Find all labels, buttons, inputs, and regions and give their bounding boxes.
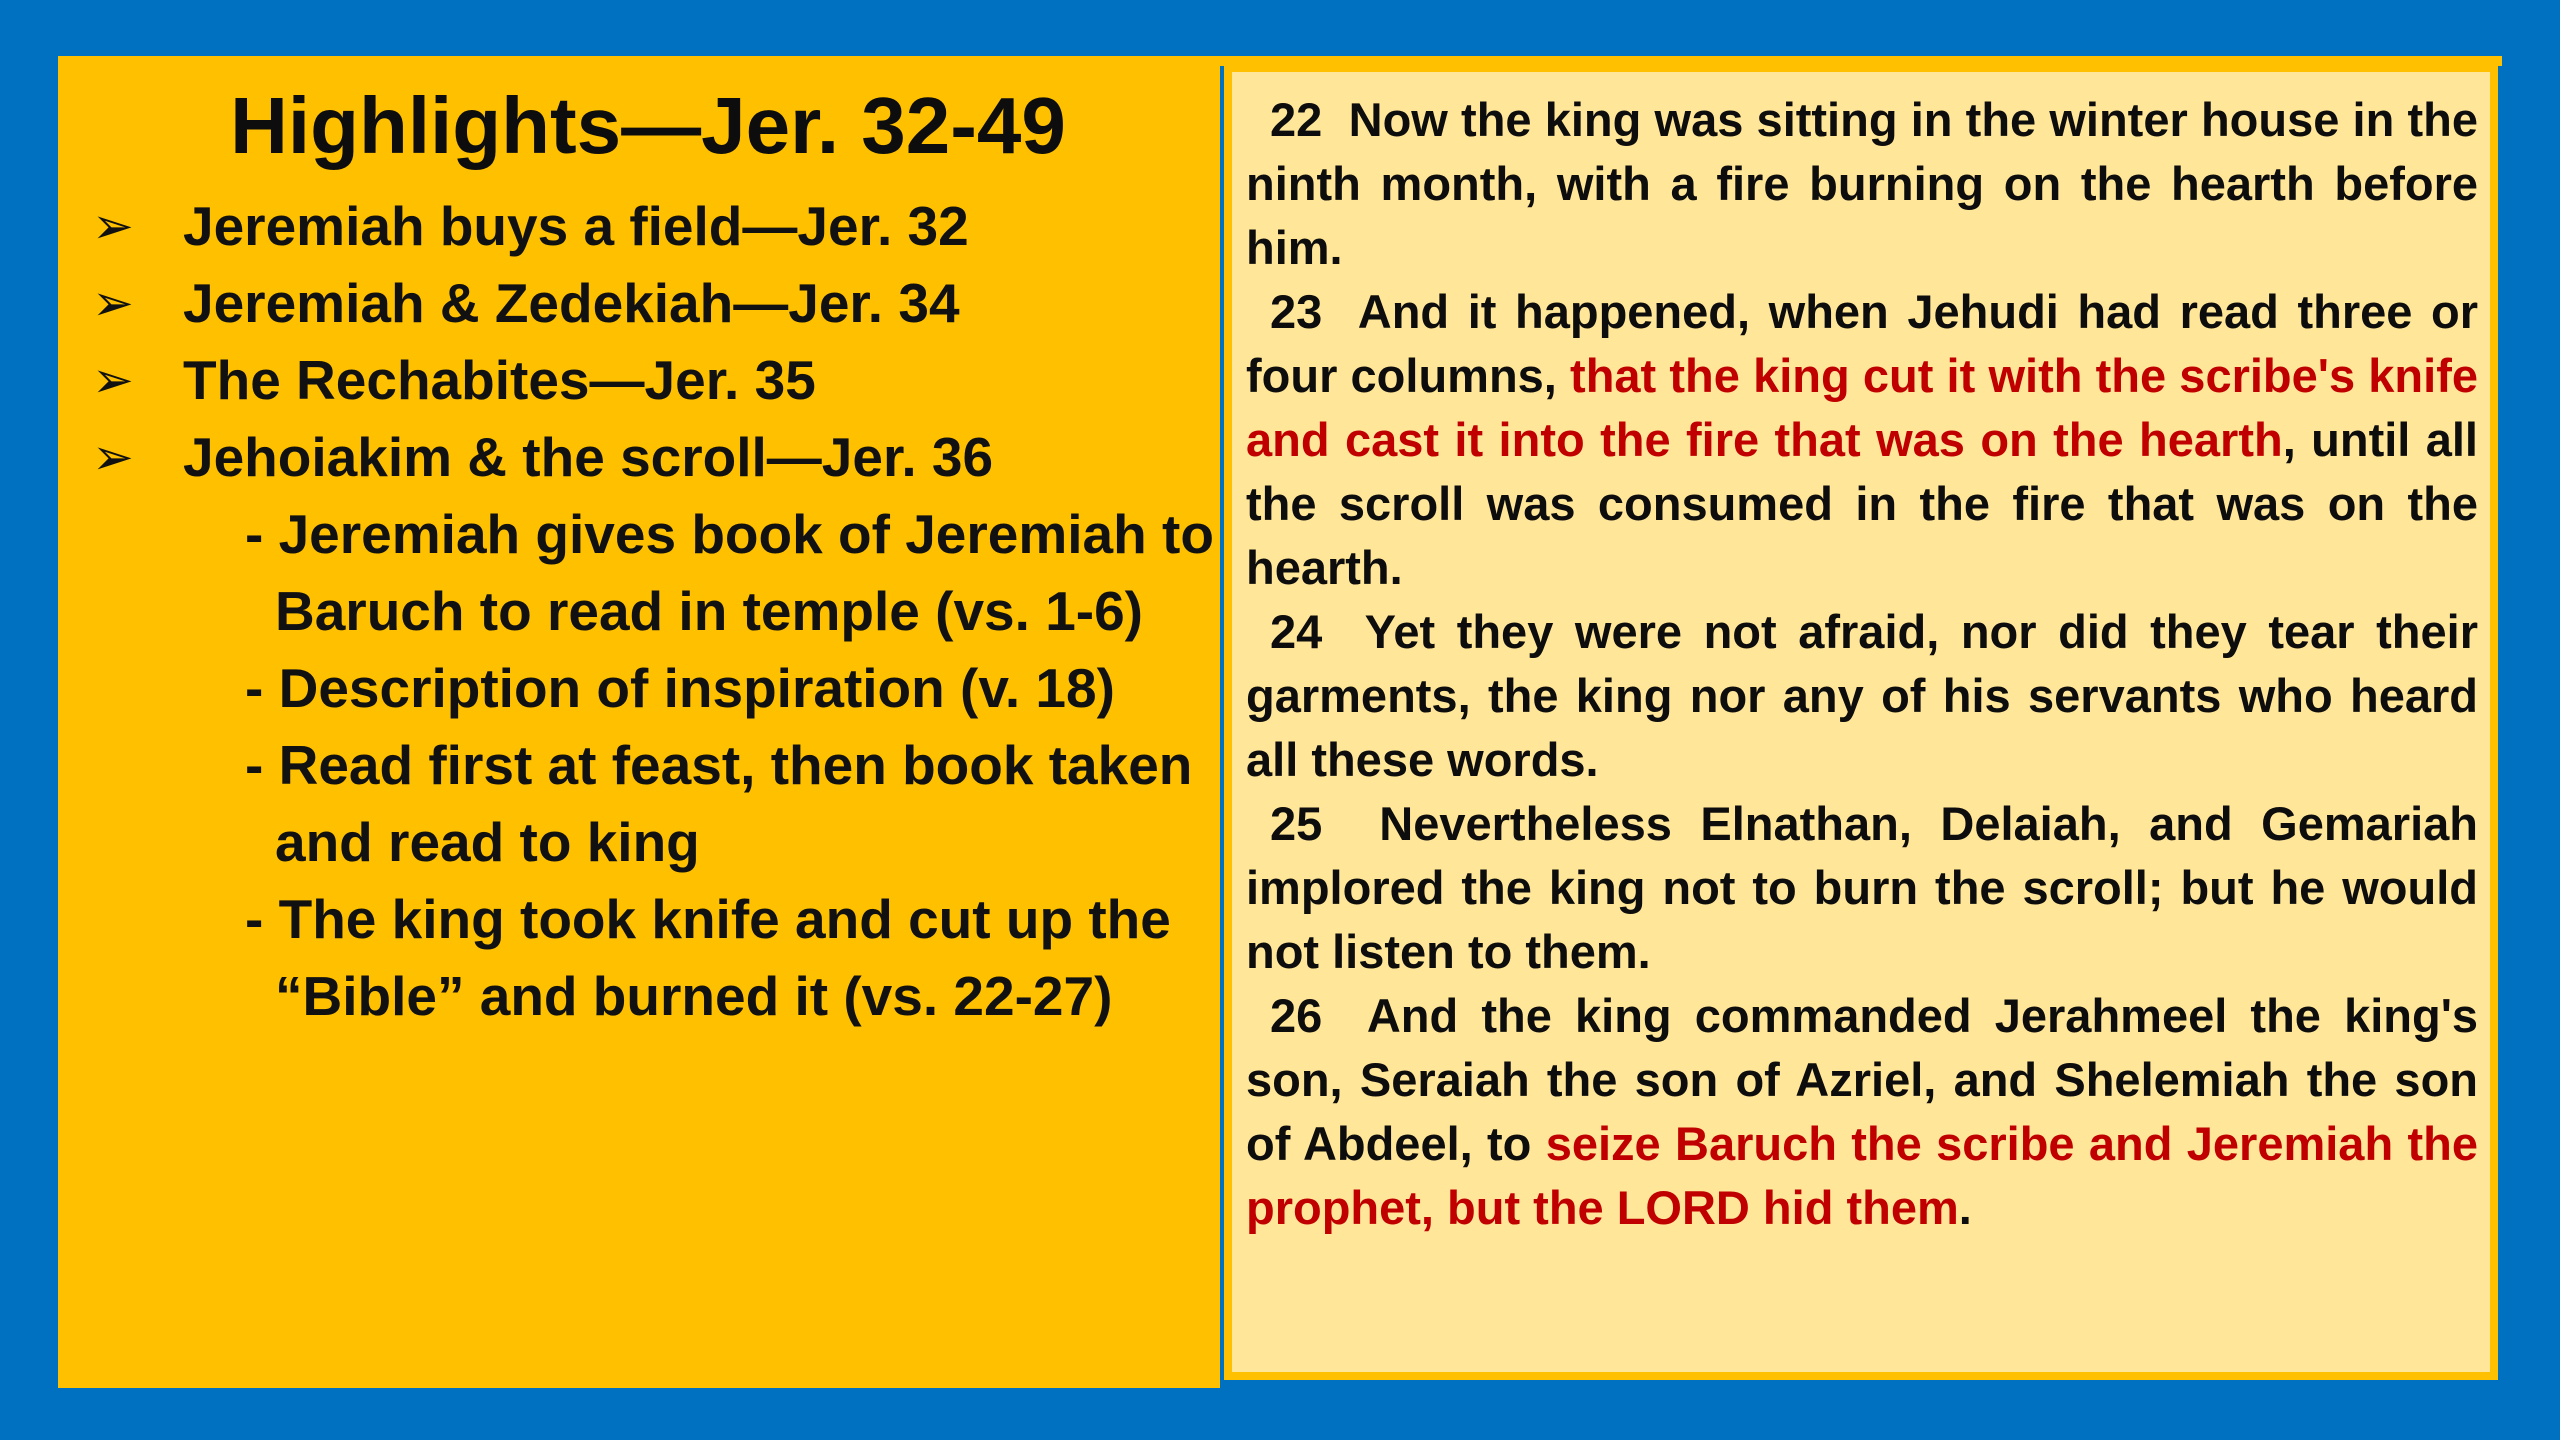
verse-number: 25 <box>1270 797 1323 850</box>
verse-25 <box>1246 792 2478 984</box>
page-title: Highlights—Jer. 32-49 <box>230 81 1066 170</box>
verse-text: Nevertheless Elnathan, Delaiah, and Gemariah implored the king not to burn the scroll; but he would not listen to them. <box>1246 797 2478 978</box>
sub-item: - The king took knife and cut up the “Bible” and burned it (vs. 22-27) <box>245 888 1171 1027</box>
arrow-bullet-icon: ➢ <box>92 198 134 254</box>
verse-26 <box>1246 984 2478 1240</box>
verse-number: 22 <box>1270 93 1323 146</box>
bullet-label: The Rechabites—Jer. 35 <box>183 349 816 411</box>
highlighted-text: seize Baruch the scribe and Jeremiah the prophet, but the LORD hid them <box>1246 1117 2478 1234</box>
verse-number: 24 <box>1270 605 1323 658</box>
highlights-panel <box>58 56 1220 1388</box>
sub-item: - Jeremiah gives book of Jeremiah to Baruch to read in temple (vs. 1-6) <box>245 503 1214 642</box>
bullet-item <box>58 188 1208 265</box>
bullet-label: Jehoiakim & the scroll—Jer. 36 <box>183 426 994 488</box>
bullet-label: Jeremiah & Zedekiah—Jer. 34 <box>183 272 960 334</box>
verse-text: Yet they were not afraid, nor did they tear their garments, the king nor any of his servants who heard all these words. <box>1246 605 2478 786</box>
bullet-item <box>58 265 1208 342</box>
arrow-bullet-icon: ➢ <box>92 352 134 408</box>
highlights-list <box>58 188 1214 1035</box>
sub-item: - Description of inspiration (v. 18) <box>245 657 1115 719</box>
highlighted-text: that the king cut it with the scribe's knife and cast it into the fire that was on the hearth <box>1246 349 2478 466</box>
verse-text: . <box>1958 1181 1972 1234</box>
bullet-label: Jeremiah buys a field—Jer. 32 <box>183 195 969 257</box>
verse-text: Now the king was sitting in the winter house in the ninth month, with a fire burning on the hearth before him. <box>1246 93 2478 274</box>
scripture-text <box>1246 88 2478 1240</box>
verse-text: , until all the scroll was consumed in the fire that was on the hearth. <box>1246 413 2478 594</box>
bullet-item <box>58 342 1208 419</box>
verse-text: And the king commanded Jerahmeel the king's son, Seraiah the son of Azriel, and Shelemiah the son of Abdeel, to <box>1246 989 2479 1170</box>
verse-text: And it happened, when Jehudi had read three or four columns, <box>1246 285 2479 402</box>
arrow-bullet-icon: ➢ <box>92 429 134 485</box>
arrow-bullet-icon: ➢ <box>92 275 134 331</box>
bullet-item <box>58 419 1208 496</box>
sub-item: - Read first at feast, then book taken and read to king <box>245 734 1193 873</box>
verse-number: 23 <box>1270 285 1323 338</box>
verse-23 <box>1246 280 2478 600</box>
verse-22 <box>1246 88 2478 280</box>
scripture-panel <box>1228 68 2494 1376</box>
verse-24 <box>1246 600 2478 792</box>
verse-number: 26 <box>1270 989 1323 1042</box>
